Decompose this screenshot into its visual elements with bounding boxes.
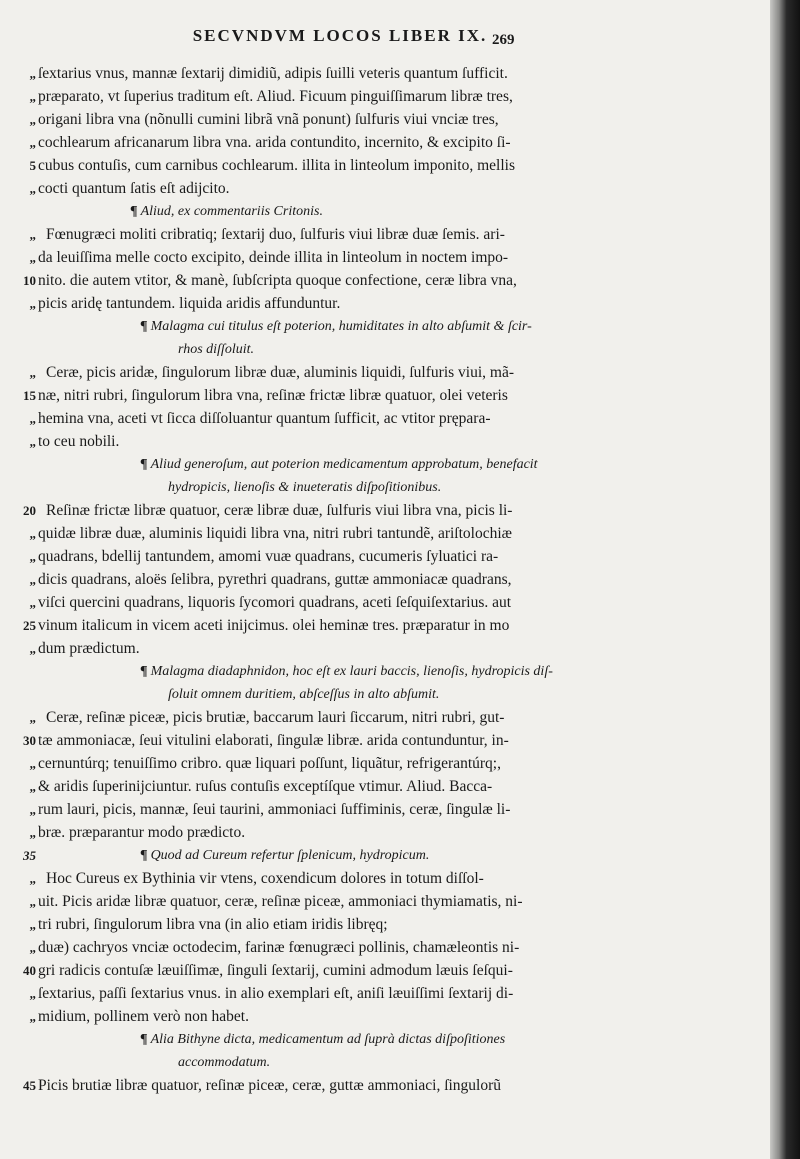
- text-line: [0, 361, 770, 384]
- margin-marker: 10: [23, 273, 36, 288]
- margin-marker: „: [29, 641, 36, 656]
- page-number: 269: [492, 32, 515, 48]
- text-line: [0, 729, 770, 752]
- text-line: [0, 246, 770, 269]
- text-block: [0, 62, 770, 1097]
- section-heading: [0, 476, 770, 499]
- line-text: vinum italicum in vicem aceti inijcimus. olei heminæ tres. præparatur in mo: [38, 617, 510, 634]
- margin-marker: 35: [23, 848, 36, 863]
- margin-marker: „: [29, 756, 36, 771]
- text-line: [0, 62, 770, 85]
- section-heading: [0, 1051, 770, 1074]
- margin-marker: 30: [23, 733, 36, 748]
- margin-marker: „: [29, 66, 36, 81]
- margin-marker: „: [29, 1009, 36, 1024]
- line-text: tæ ammoniacæ, ſeui vitulini elaborati, ſingulæ libræ. arida contunduntur, in-: [38, 732, 509, 749]
- margin-marker: „: [29, 986, 36, 1001]
- line-text: ¶ Quod ad Cureum refertur ſplenicum, hydropicum.: [140, 844, 429, 867]
- text-line: [0, 775, 770, 798]
- line-text: Picis brutiæ libræ quatuor, reſinæ piceæ, ceræ, guttæ ammoniaci, ſingulorũ: [38, 1077, 502, 1094]
- text-line: [0, 177, 770, 200]
- section-heading: [0, 315, 770, 338]
- line-text: tri rubri, ſingulorum libra vna (in alio etiam iridis libręq;: [38, 916, 388, 933]
- margin-marker: 45: [23, 1078, 36, 1093]
- margin-marker: „: [29, 894, 36, 909]
- text-line: [0, 407, 770, 430]
- line-text: viſci quercini quadrans, liquoris ſycomori quadrans, aceti ſeſquiſextarius. aut: [38, 594, 512, 611]
- line-text: Fœnugræci moliti cribratiq; ſextarij duo, ſulfuris viui libræ duæ ſemis. ari-: [46, 226, 505, 243]
- text-line: [0, 223, 770, 246]
- margin-marker: „: [29, 549, 36, 564]
- line-text: quadrans, bdellij tantundem, amomi vuæ quadrans, cucumeris ſyluatici ra-: [38, 548, 499, 565]
- text-line: [0, 292, 770, 315]
- line-text: rhos diſſoluit.: [178, 342, 254, 357]
- line-text: ¶ Aliud, ex commentariis Critonis.: [130, 200, 323, 223]
- text-line: [0, 890, 770, 913]
- text-line: [0, 131, 770, 154]
- margin-marker: 15: [23, 388, 36, 403]
- line-text: cernuntúrq; tenuiſſimo cribro. quæ liquari poſſunt, liquãtur, refrigerantúrq;,: [38, 755, 501, 772]
- line-text: Hoc Cureus ex Bythinia vir vtens, coxendicum dolores in totum diſſol-: [46, 870, 484, 887]
- text-line: [0, 85, 770, 108]
- margin-marker: „: [29, 572, 36, 587]
- line-text: accommodatum.: [178, 1055, 271, 1070]
- margin-marker: „: [29, 871, 36, 886]
- line-text: cochlearum africanarum libra vna. arida contundito, incernito, & excipito ſi-: [38, 134, 511, 151]
- text-line: [0, 108, 770, 131]
- text-line: [0, 982, 770, 1005]
- line-text: dicis quadrans, aloës ſelibra, pyrethri quadrans, guttæ ammoniacæ quadrans,: [38, 571, 512, 588]
- margin-marker: „: [29, 135, 36, 150]
- margin-marker: „: [29, 825, 36, 840]
- margin-marker: 5: [29, 158, 36, 173]
- text-line: [0, 959, 770, 982]
- line-text: præparato, vt ſuperius traditum eſt. Aliud. Ficuum pinguiſſimarum libræ tres,: [38, 88, 513, 105]
- margin-marker: „: [29, 595, 36, 610]
- margin-marker: „: [29, 710, 36, 725]
- section-heading: [0, 844, 770, 867]
- text-line: [0, 430, 770, 453]
- margin-marker: „: [29, 296, 36, 311]
- line-text: hemina vna, aceti vt ſicca diſſoluantur quantum ſufficit, ac vtitor prępara-: [38, 410, 491, 427]
- line-text: uit. Picis aridæ libræ quatuor, ceræ, reſinæ piceæ, ammoniaci thymiamatis, ni-: [38, 893, 523, 910]
- running-title: SECVNDVM LOCOS LIBER IX.: [192, 26, 488, 45]
- book-spine: [770, 0, 800, 1159]
- line-text: ¶ Aliud generoſum, aut poterion medicamentum approbatum, benefacit: [140, 453, 538, 476]
- line-text: ſoluit omnem duritiem, abſceſſus in alto abſumit.: [168, 687, 440, 702]
- text-line: [0, 1005, 770, 1028]
- line-text: midium, pollinem verò non habet.: [38, 1008, 249, 1025]
- text-line: [0, 154, 770, 177]
- line-text: Reſinæ frictæ libræ quatuor, ceræ libræ duæ, ſulfuris viui libra vna, picis li-: [46, 502, 513, 519]
- margin-marker: „: [29, 365, 36, 380]
- line-text: to ceu nobili.: [38, 433, 120, 450]
- section-heading: [0, 453, 770, 476]
- line-text: gri radicis contuſæ læuiſſimæ, ſinguli ſextarij, cumini admodum læuis ſeſqui-: [38, 962, 513, 979]
- line-text: næ, nitri rubri, ſingulorum libra vna, reſinæ frictæ libræ quatuor, olei veteris: [38, 387, 508, 404]
- line-text: quidæ libræ duæ, aluminis liquidi libra vna, nitri rubri tantundẽ, ariſtolochiæ: [38, 525, 512, 542]
- line-text: ¶ Malagma diadaphnidon, hoc eſt ex lauri baccis, lienoſis, hydropicis diſ-: [140, 660, 553, 683]
- line-text: & aridis ſuperinijciuntur. ruſus contuſis exceptíſque vtimur. Aliud. Bacca-: [38, 778, 493, 795]
- margin-marker: 25: [23, 618, 36, 633]
- margin-marker: „: [29, 802, 36, 817]
- margin-marker: „: [29, 250, 36, 265]
- text-line: [0, 913, 770, 936]
- line-text: dum prædictum.: [38, 640, 140, 657]
- line-text: ¶ Alia Bithyne dicta, medicamentum ad ſuprà dictas diſpoſitiones: [140, 1028, 505, 1051]
- section-heading: [0, 200, 770, 223]
- text-line: [0, 752, 770, 775]
- text-line: [0, 867, 770, 890]
- margin-marker: „: [29, 434, 36, 449]
- text-line: [0, 614, 770, 637]
- margin-marker: „: [29, 917, 36, 932]
- line-text: bræ. præparantur modo prædicto.: [38, 824, 246, 841]
- line-text: da leuiſſima melle cocto excipito, deinde illita in linteolum in noctem impo-: [38, 249, 509, 266]
- text-line: [0, 637, 770, 660]
- text-line: [0, 1074, 770, 1097]
- text-line: [0, 384, 770, 407]
- text-line: [0, 545, 770, 568]
- text-line: [0, 522, 770, 545]
- line-text: Ceræ, reſinæ piceæ, picis brutiæ, baccarum lauri ſiccarum, nitri rubri, gut-: [46, 709, 505, 726]
- section-heading: [0, 338, 770, 361]
- text-line: [0, 568, 770, 591]
- line-text: picis aridę tantundem. liquida aridis affunduntur.: [38, 295, 341, 312]
- margin-marker: 20: [23, 503, 36, 518]
- line-text: ¶ Malagma cui titulus eſt poterion, humiditates in alto abſumit & ſcir-: [140, 315, 532, 338]
- section-heading: [0, 683, 770, 706]
- text-line: [0, 591, 770, 614]
- line-text: duæ) cachryos vnciæ octodecim, farinæ fœnugræci pollinis, chamæleontis ni-: [38, 939, 520, 956]
- line-text: nito. die autem vtitor, & manè, ſubſcripta quoque confectione, ceræ libra vna,: [38, 272, 517, 289]
- text-line: [0, 821, 770, 844]
- section-heading: [0, 660, 770, 683]
- margin-marker: „: [29, 89, 36, 104]
- margin-marker: „: [29, 940, 36, 955]
- line-text: Ceræ, picis aridæ, ſingulorum libræ duæ, aluminis liquidi, ſulfuris viui, mã-: [46, 364, 514, 381]
- line-text: ſextarius vnus, mannæ ſextarij dimidiũ, adipis ſuilli veteris quantum ſufficit.: [38, 65, 508, 82]
- margin-marker: „: [29, 411, 36, 426]
- line-text: origani libra vna (nõnulli cumini librã vnã ponunt) ſulfuris viui vnciæ tres,: [38, 111, 499, 128]
- margin-marker: „: [29, 112, 36, 127]
- text-line: [0, 936, 770, 959]
- text-line: [0, 269, 770, 292]
- text-line: [0, 499, 770, 522]
- margin-marker: „: [29, 779, 36, 794]
- margin-marker: „: [29, 227, 36, 242]
- text-line: [0, 798, 770, 821]
- margin-marker: 40: [23, 963, 36, 978]
- text-line: [0, 706, 770, 729]
- line-text: cocti quantum ſatis eſt adijcito.: [38, 180, 230, 197]
- section-heading: [0, 1028, 770, 1051]
- line-text: rum lauri, picis, mannæ, ſeui taurini, ammoniaci ſuffiminis, ceræ, ſingulæ li-: [38, 801, 511, 818]
- margin-marker: „: [29, 181, 36, 196]
- margin-marker: „: [29, 526, 36, 541]
- line-text: ſextarius, paſſi ſextarius vnus. in alio exemplari eſt, aniſi læuiſſimi ſextarij di-: [38, 985, 514, 1002]
- line-text: hydropicis, lienoſis & inueteratis diſpoſitionibus.: [168, 480, 442, 495]
- line-text: cubus contuſis, cum carnibus cochlearum. illita in linteolum imponito, mellis: [38, 157, 515, 174]
